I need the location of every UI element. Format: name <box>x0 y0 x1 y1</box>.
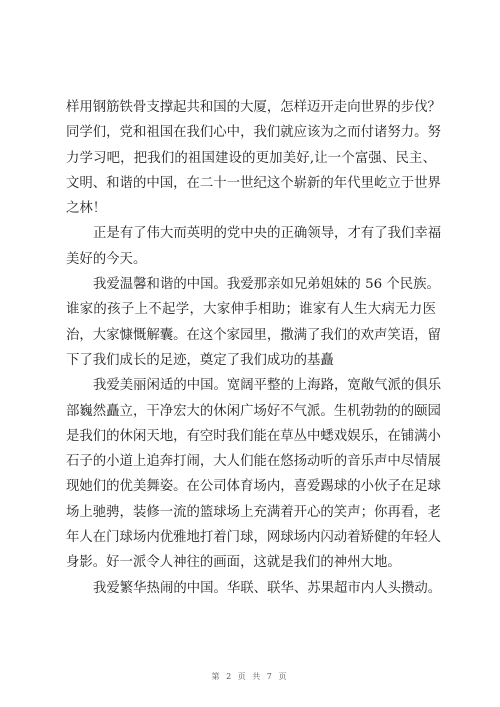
text-line: 下了我们成长的足迹，奠定了我们成功的基矗 <box>66 352 334 368</box>
text-line: 文明、和谐的中国，在二十一世纪这个崭新的年代里屹立于世界 <box>66 175 441 191</box>
text-line: 同学们，党和祖国在我们心中，我们就应该为之而付诸努力。努 <box>66 125 441 141</box>
text-line: 部巍然矗立，干净宏大的休闲广场好不气派。生机勃勃的的颐园 <box>66 403 441 419</box>
text-line: 样用钢筋铁骨支撑起共和国的大厦，怎样迈开走向世界的步伐？ <box>66 100 441 115</box>
text-line: 治，大家慷慨解囊。在这个家园里，撒满了我们的欢声笑语，留 <box>66 327 441 343</box>
text-line: 现她们的优美舞姿。在公司体育场内，喜爱踢球的小伙子在足球 <box>66 479 441 495</box>
paragraph-first-line: 我爱美丽闲适的中国。宽阔平整的上海路，宽敞气派的俱乐 <box>93 378 442 394</box>
text-line: 身影。好一派令人神往的画面，这就是我们的神州大地。 <box>66 555 401 571</box>
text-line: 场上驰骋，装修一流的篮球场上充满着开心的笑声；你再看，老 <box>66 504 441 520</box>
paragraph-first-line: 我爱繁华热闹的中国。华联、联华、苏果超市内人头攒动。 <box>93 580 442 596</box>
text-line: 年人在门球场内优雅地打着门球，网球场内闪动着矫健的年轻人 <box>66 530 441 546</box>
text-line: 石子的小道上追奔打闹，大人们能在悠扬动听的音乐声中尽情展 <box>66 454 441 470</box>
page-number: 第 2 页 共 7 页 <box>211 672 289 681</box>
text-line: 力学习吧，把我们的祖国建设的更加美好,让一个富强、民主、 <box>66 150 436 166</box>
text-line: 是我们的休闲天地，有空时我们能在草丛中蟋戏娱乐，在铺满小 <box>66 428 441 444</box>
text-line: 谁家的孩子上不起学，大家伸手相助；谁家有人生大病无力医 <box>66 302 436 318</box>
text-line: 美好的今天。 <box>66 251 147 267</box>
paragraph-first-line: 正是有了伟大而英明的党中央的正确领导，才有了我们幸福 <box>93 226 442 242</box>
paragraph-first-line: 我爱温馨和谐的中国。我爱那亲如兄弟姐妹的 56 个民族。 <box>93 277 440 293</box>
document-body <box>66 95 442 601</box>
text-line: 之林！ <box>66 201 107 217</box>
